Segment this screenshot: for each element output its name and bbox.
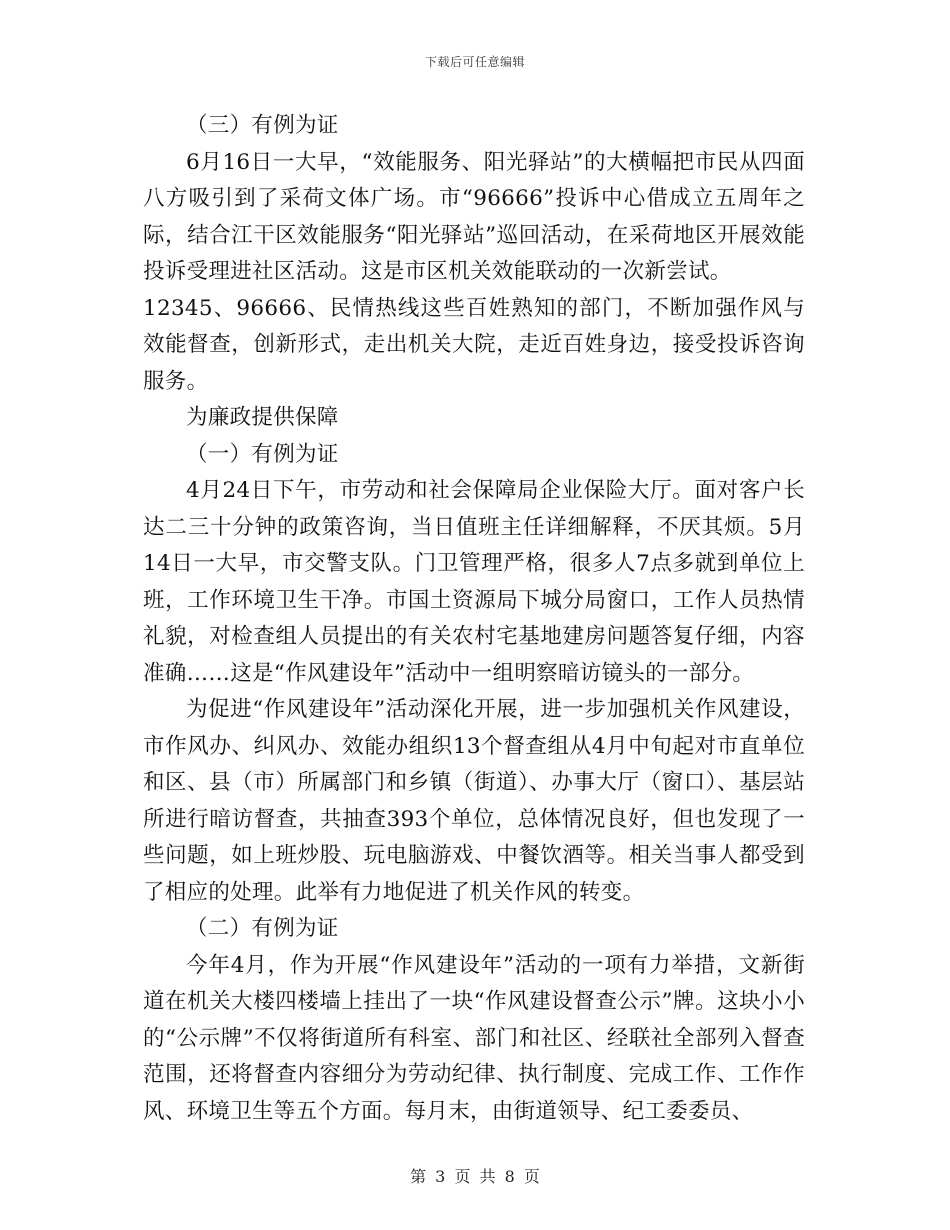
body-paragraph: 今年4月，作为开展“作风建设年”活动的一项有力举措，文新街道在机关大楼四楼墙上挂出了一块“作风建设督查公示”牌。这块小小的“公示牌”不仅将街道所有科室、部门和社区、经联社全部列入督查范围，还将督查内容细分为劳动纪律、执行制度、完成工作、工作作风、环境卫生等五个方面。每月末，由街道领导、纪工委委员、: [143, 952, 805, 1124]
body-paragraph: 12345、96666、民情热线这些百姓熟知的部门，不断加强作风与效能督查，创新形式，走出机关大院，走近百姓身边，接受投诉咨询服务。: [143, 295, 805, 394]
body-paragraph: 为促进“作风建设年”活动深化开展，进一步加强机关作风建设，市作风办、纠风办、效能办组织13个督查组从4月中旬起对市直单位和区、县（市）所属部门和乡镇（街道）、办事大厅（窗口）、基层站所进行暗访督查，共抽查393个单位，总体情况良好，但也发现了一些问题，如上班炒股、玩电脑游戏、中餐饮酒等。相关当事人都受到了相应的处理。此举有力地促进了机关作风的转变。: [143, 697, 805, 905]
section-heading: （一）有例为证: [186, 441, 339, 467]
section-heading: （二）有例为证: [186, 916, 339, 941]
section-heading: （三）有例为证: [186, 113, 339, 138]
page-header-note: 下载后可任意编辑: [424, 55, 525, 69]
section-heading: 为廉政提供保障: [186, 405, 339, 430]
page-number-footer: 第 3 页 共 8 页: [410, 1167, 540, 1186]
body-paragraph: 4月24日下午，市劳动和社会保障局企业保险大厅。面对客户长达二三十分钟的政策咨询，当日值班主任详细解释，不厌其烦。5月14日一大早，市交警支队。门卫管理严格，很多人7点多就到单位上班，工作环境卫生干净。市国土资源局下城分局窗口，工作人员热情礼貌，对检查组人员提出的有关农村宅基地建房问题答复仔细，内容准确……这是“作风建设年”活动中一组明察暗访镜头的一部分。: [143, 478, 805, 686]
document-body: [143, 108, 805, 1130]
body-paragraph: 6月16日一大早，“效能服务、阳光驿站”的大横幅把市民从四面八方吸引到了采荷文体广场。市“96666”投诉中心借成立五周年之际，结合江干区效能服务“阳光驿站”巡回活动，在采荷地区开展效能投诉受理进社区活动。这是市区机关效能联动的一次新尝试。: [143, 149, 805, 284]
